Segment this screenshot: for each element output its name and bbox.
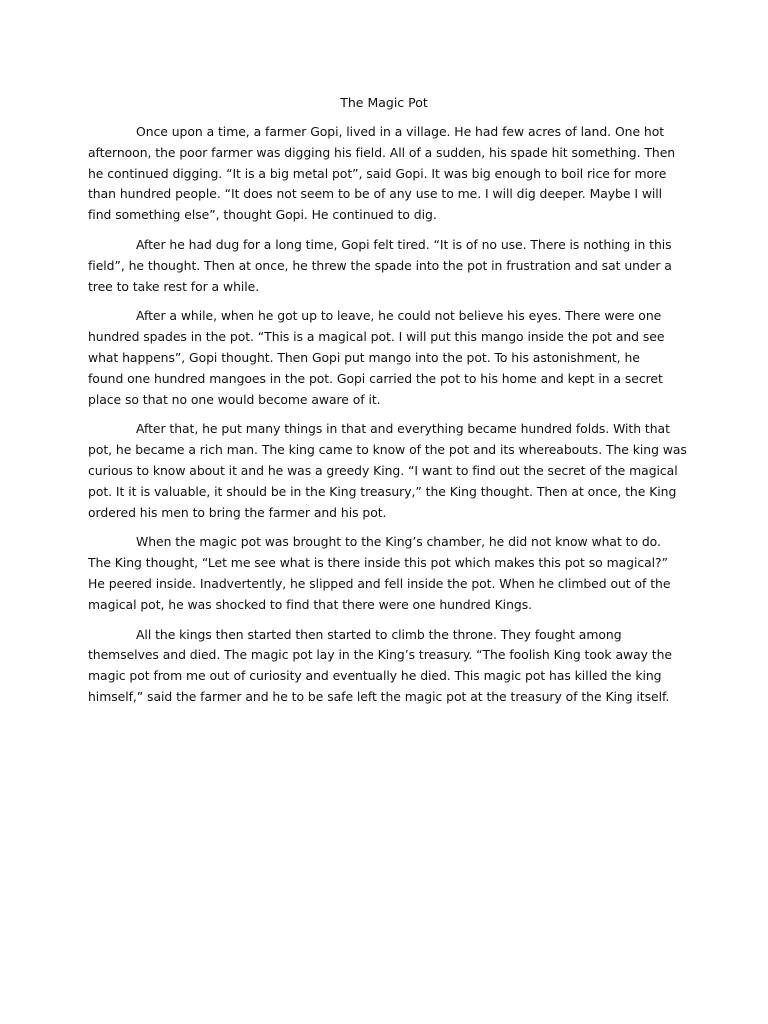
paragraph-6: All the kings then started then started to climb the throne. They fought among themselves and died. The magic pot lay in the King’s treasury. “The foolish King took away the magic pot from me out of curiosity and eventually he died. This magic pot has killed the king himself,” said the farmer and he to be safe left the magic pot at the treasury of the King itself. [88,626,672,704]
paragraph-3: After a while, when he got up to leave, he could not believe his eyes. There were one hundred spades in the pot. “This is a magical pot. I will put this mango inside the pot and see what happens”, Gopi thought. Then Gopi put mango into the pot. To his astonishment, he found one hundred mangoes in the pot. Gopi carried the pot to his home and kept in a secret place so that no one would become aware of it. [88,308,665,407]
paragraph-5: When the magic pot was brought to the King’s chamber, he did not know what to do. The King thought, “Let me see what is there inside this pot which makes this pot so magical?” He peered inside. Inadvertently, he slipped and fell inside the pot. When he climbed out of the magical pot, he was shocked to find that there were one hundred Kings. [88,534,671,612]
document-body [88,122,688,717]
paragraph-1: Once upon a time, a farmer Gopi, lived in a village. He had few acres of land. One hot afternoon, the poor farmer was digging his field. All of a sudden, his spade hit something. Then he continued digging. “It is a big metal pot”, said Gopi. It was big enough to boil rice for more than hundred people. “It does not seem to be of any use to me. I will dig deeper. Maybe I will find something else”, thought Gopi. He continued to dig. [88,124,676,223]
paragraph-4: After that, he put many things in that and everything became hundred folds. With that pot, he became a rich man. The king came to know of the pot and its whereabouts. The king was curious to know about it and he was a greedy King. “I want to find out the secret of the magical pot. It it is valuable, it should be in the King treasury,” the King thought. Then at once, the King ordered his men to bring the farmer and his pot. [88,421,687,520]
document-title: The Magic Pot [340,95,428,110]
paragraph-2: After he had dug for a long time, Gopi felt tired. “It is of no use. There is nothing in this field”, he thought. Then at once, he threw the spade into the pot in frustration and sat under a tree to take rest for a while. [88,236,672,294]
